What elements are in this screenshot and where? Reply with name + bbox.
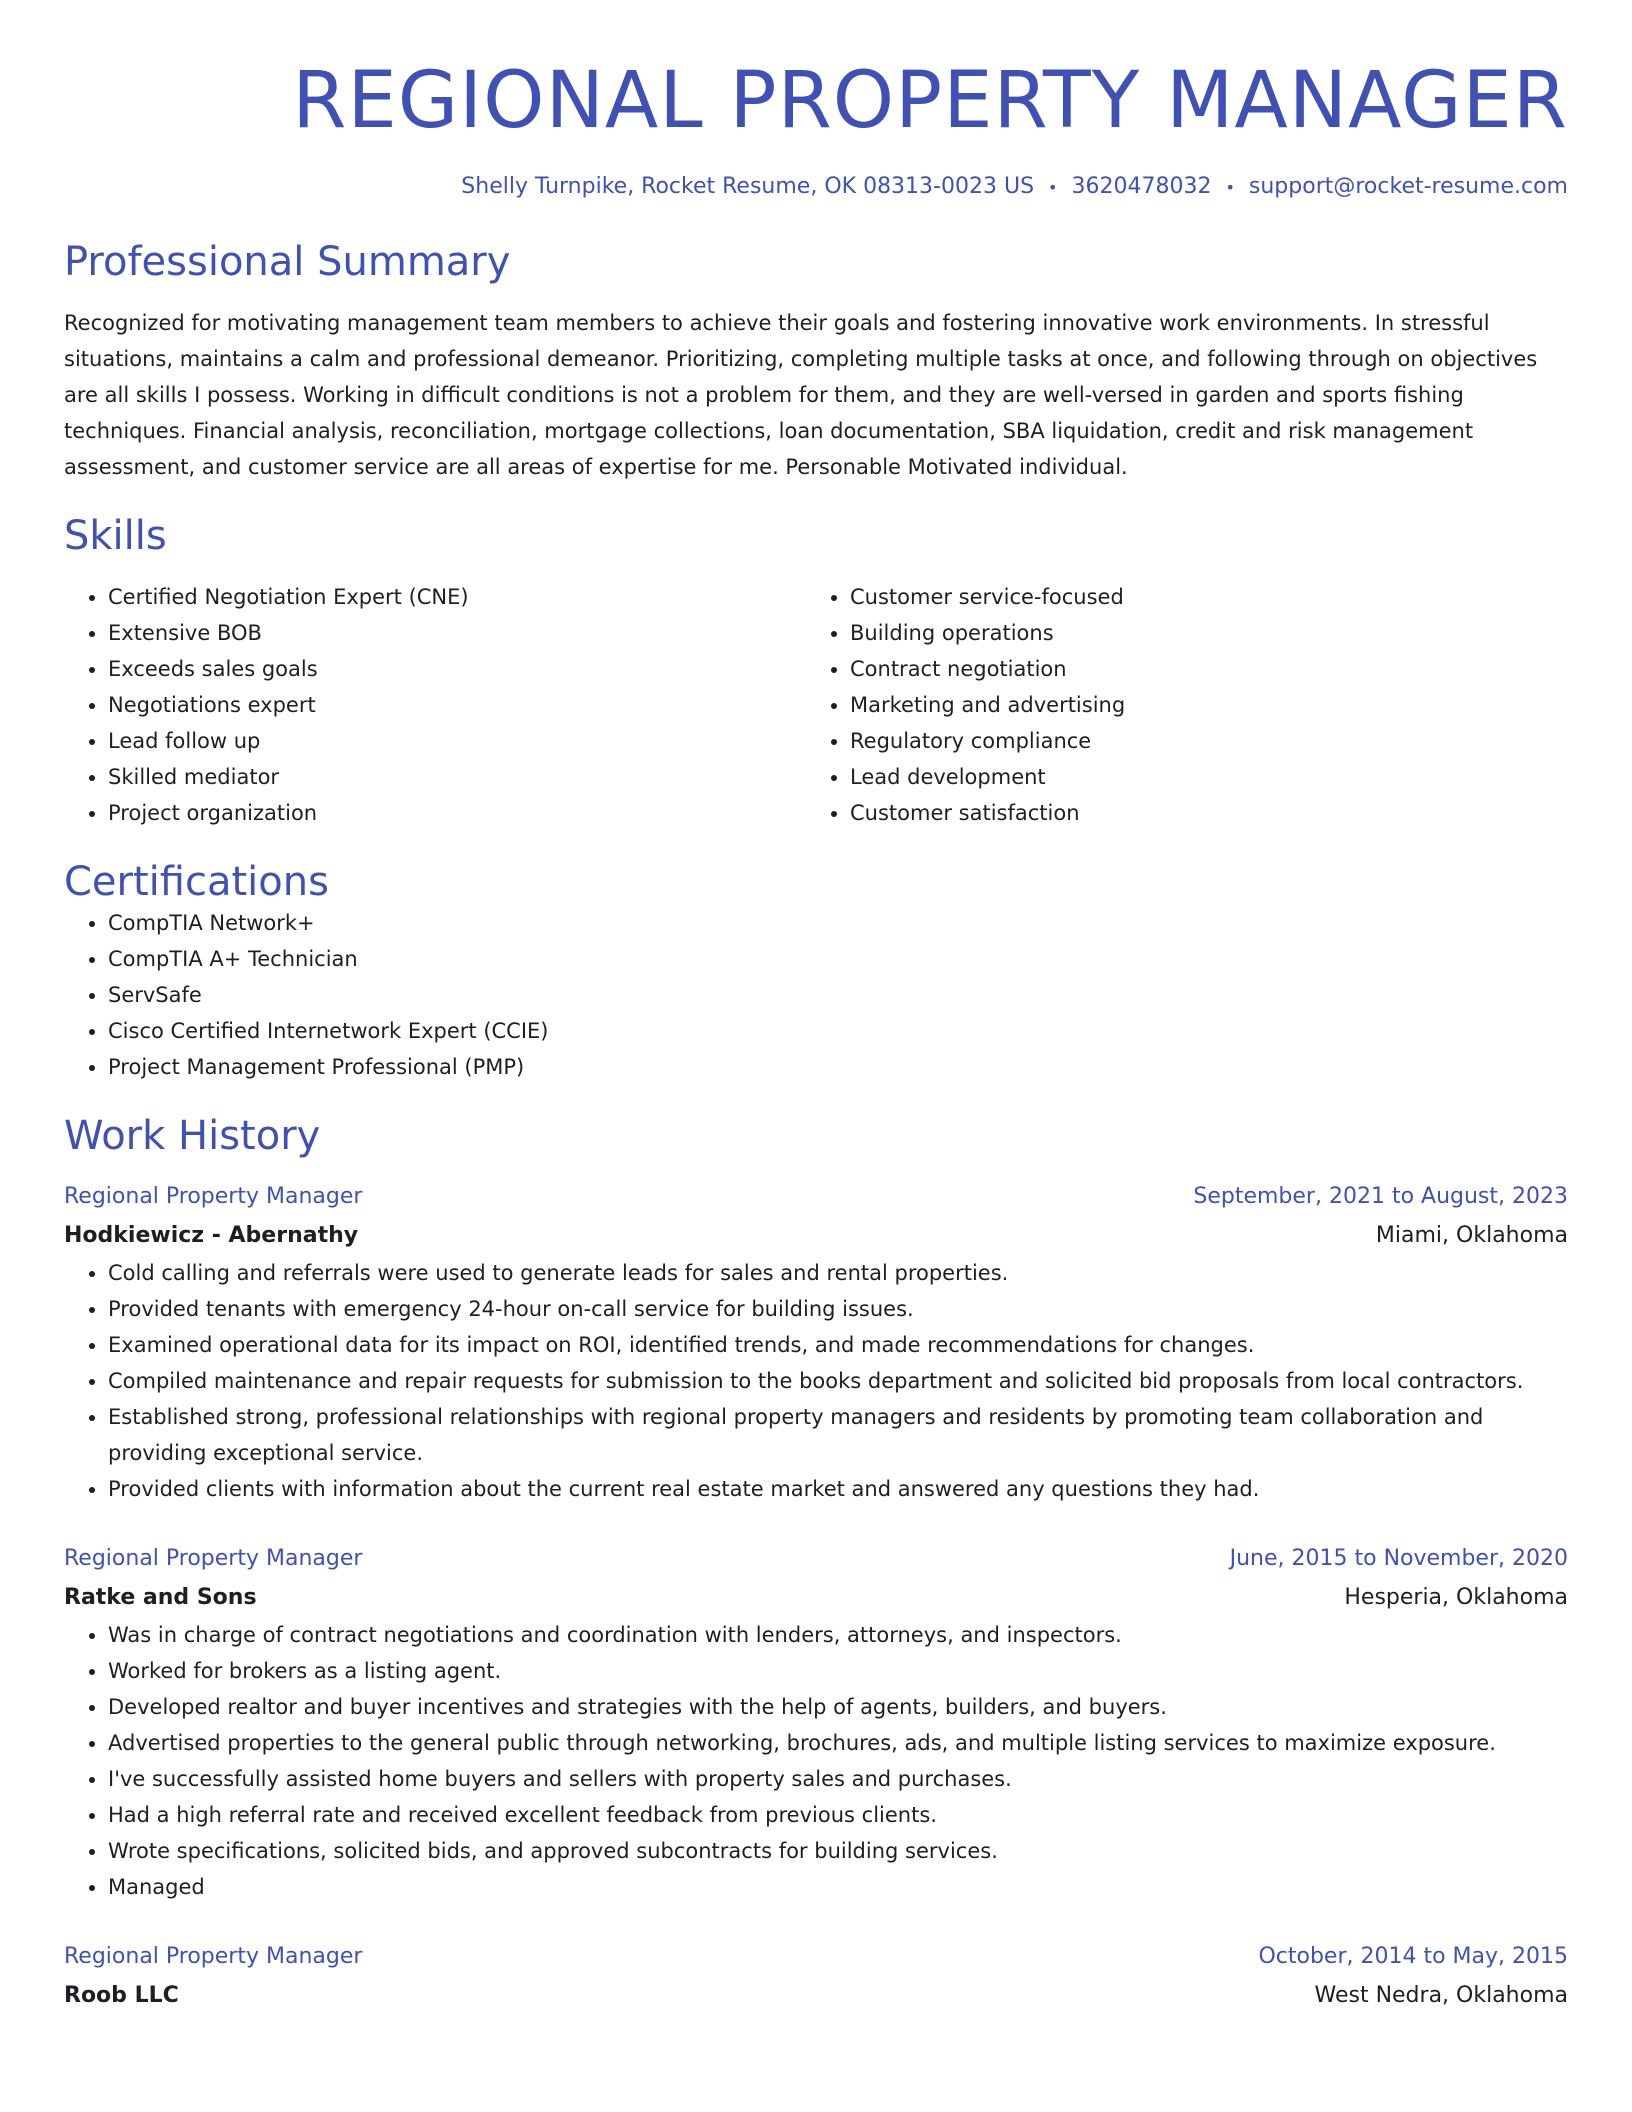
skill-item: • Certified Negotiation Expert (CNE)	[108, 579, 806, 615]
work-history-heading: Work History	[64, 1113, 321, 1159]
job-location: West Nedra, Oklahoma	[1314, 1983, 1568, 2008]
certification-item: • Cisco Certified Internetwork Expert (CCIE)	[108, 1013, 1568, 1049]
certification-item: • CompTIA A+ Technician	[108, 941, 1568, 977]
work-history-list	[64, 1177, 1568, 2015]
job-bullet: • Developed realtor and buyer incentives and strategies with the help of agents, builders, and buyers.	[108, 1689, 1568, 1725]
job-bullet: • Provided tenants with emergency 24-hour on-call service for building issues.	[108, 1291, 1568, 1327]
job-entry	[64, 1539, 1568, 1905]
skill-item: • Skilled mediator	[108, 759, 806, 795]
job-bullet: • Worked for brokers as a listing agent.	[108, 1653, 1568, 1689]
job-bullet: • Compiled maintenance and repair requests for submission to the books department and solicited bid proposals from local contractors.	[108, 1363, 1568, 1399]
skill-item: • Negotiations expert	[108, 687, 806, 723]
job-dates: October, 2014 to May, 2015	[1258, 1944, 1568, 1969]
job-company-row	[64, 1578, 1568, 1617]
certification-item: • Project Management Professional (PMP)	[108, 1049, 1568, 1085]
job-entry	[64, 1937, 1568, 2015]
skills-column-left	[64, 579, 806, 831]
job-dates: September, 2021 to August, 2023	[1193, 1184, 1568, 1209]
job-title: Regional Property Manager	[64, 1184, 363, 1209]
job-location: Miami, Oklahoma	[1375, 1223, 1568, 1248]
skills-column-right	[806, 579, 1548, 831]
certification-item: • CompTIA Network+	[108, 905, 1568, 941]
contact-phone[interactable]: 3620478032	[1071, 174, 1212, 199]
certifications-heading: Certifications	[64, 859, 329, 905]
summary-text: Recognized for motivating management team members to achieve their goals and fostering innovative work environments. In stressful situations, maintains a calm and professional demeanor. Prioritizing, completing multiple tasks at once, and following through on objectives are all skills I possess. Working in difficult conditions is not a problem for them, and they are well-versed in garden and sports fishing techniques. Financial analysis, reconciliation, mortgage collections, loan documentation, SBA liquidation, credit and risk management assessment, and customer service are all areas of expertise for me. Personable Motivated individual.	[64, 311, 1538, 479]
job-bullet: • Managed	[108, 1869, 1568, 1905]
job-company: Roob LLC	[64, 1983, 179, 2008]
skill-item: • Lead development	[850, 759, 1548, 795]
certification-item: • ServSafe	[108, 977, 1568, 1013]
skills-list-left	[64, 579, 806, 831]
job-bullet-list	[64, 1255, 1568, 1507]
job-dates: June, 2015 to November, 2020	[1229, 1546, 1568, 1571]
contact-separator: •	[1048, 177, 1058, 197]
job-entry	[64, 1177, 1568, 1507]
job-company-row	[64, 1976, 1568, 2015]
skills-list-right	[806, 579, 1548, 831]
certifications-list	[64, 905, 1568, 1085]
contact-email[interactable]: support@rocket-resume.com	[1248, 174, 1568, 199]
skills-columns	[64, 579, 1568, 831]
job-header-row	[64, 1937, 1568, 1976]
contact-line	[64, 174, 1568, 199]
job-bullet: • I've successfully assisted home buyers and sellers with property sales and purchases.	[108, 1761, 1568, 1797]
resume-title: REGIONAL PROPERTY MANAGER	[292, 56, 1568, 146]
skill-item: • Marketing and advertising	[850, 687, 1548, 723]
job-title: Regional Property Manager	[64, 1546, 363, 1571]
skill-item: • Contract negotiation	[850, 651, 1548, 687]
job-bullet: • Established strong, professional relationships with regional property managers and residents by promoting team collaboration and providing exceptional service.	[108, 1399, 1568, 1471]
skill-item: • Exceeds sales goals	[108, 651, 806, 687]
job-company-row	[64, 1216, 1568, 1255]
job-bullet: • Cold calling and referrals were used to generate leads for sales and rental properties.	[108, 1255, 1568, 1291]
skill-item: • Building operations	[850, 615, 1548, 651]
job-bullet-list	[64, 1617, 1568, 1905]
summary-heading: Professional Summary	[64, 239, 511, 285]
job-bullet: • Had a high referral rate and received excellent feedback from previous clients.	[108, 1797, 1568, 1833]
job-bullet: • Wrote specifications, solicited bids, and approved subcontracts for building services.	[108, 1833, 1568, 1869]
job-bullet: • Examined operational data for its impact on ROI, identified trends, and made recommendations for changes.	[108, 1327, 1568, 1363]
job-header-row	[64, 1539, 1568, 1578]
contact-separator: •	[1225, 177, 1235, 197]
job-bullet: • Advertised properties to the general public through networking, brochures, ads, and multiple listing services to maximize exposure.	[108, 1725, 1568, 1761]
job-company: Hodkiewicz - Abernathy	[64, 1223, 359, 1248]
contact-address: Shelly Turnpike, Rocket Resume, OK 08313-0023 US	[461, 174, 1035, 199]
skill-item: • Project organization	[108, 795, 806, 831]
job-title: Regional Property Manager	[64, 1944, 363, 1969]
skills-heading: Skills	[64, 513, 167, 559]
skill-item: • Customer service-focused	[850, 579, 1548, 615]
skill-item: • Lead follow up	[108, 723, 806, 759]
job-bullet: • Was in charge of contract negotiations and coordination with lenders, attorneys, and inspectors.	[108, 1617, 1568, 1653]
job-company: Ratke and Sons	[64, 1585, 257, 1610]
skill-item: • Extensive BOB	[108, 615, 806, 651]
job-header-row	[64, 1177, 1568, 1216]
skill-item: • Customer satisfaction	[850, 795, 1548, 831]
skill-item: • Regulatory compliance	[850, 723, 1548, 759]
job-location: Hesperia, Oklahoma	[1344, 1585, 1568, 1610]
job-bullet: • Provided clients with information about the current real estate market and answered any questions they had.	[108, 1471, 1568, 1507]
